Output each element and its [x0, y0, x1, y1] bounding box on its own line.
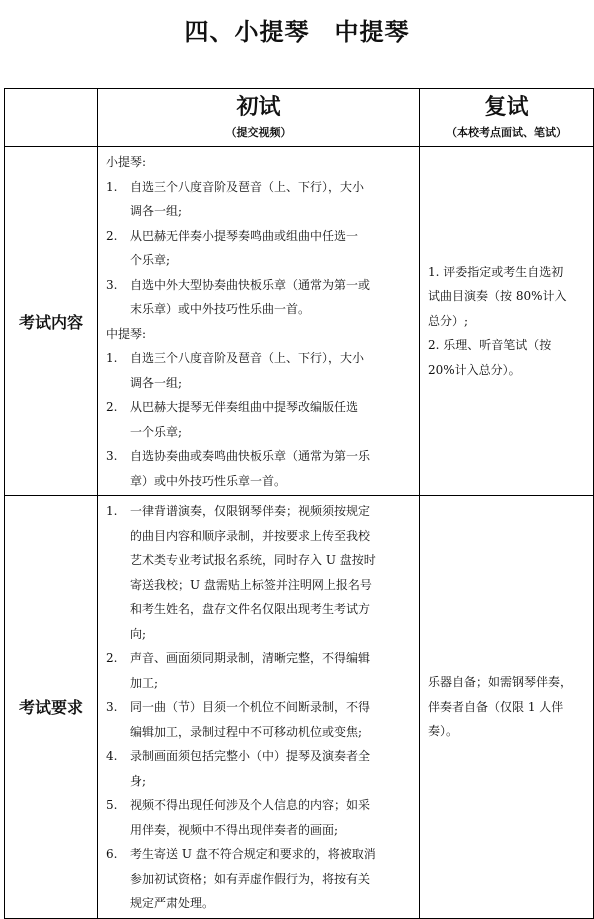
content-label: 考试内容 [18, 312, 83, 332]
item-number: 2. [106, 400, 118, 414]
list-item [106, 224, 413, 273]
list-item [106, 444, 413, 493]
item-number: 3. [106, 700, 118, 714]
item-text: 加工; [130, 675, 159, 690]
viola-heading: 中提琴: [106, 326, 147, 341]
page-title: 四、小提琴 中提琴 [184, 18, 410, 46]
item-text: 调各一组; [130, 204, 183, 218]
item-text: 艺术类专业考试报名系统，同时存入 U 盘按时 [130, 553, 376, 567]
list-item [106, 695, 413, 744]
item-number: 2. [106, 651, 118, 665]
retest-text: 总分）; [428, 313, 469, 328]
list-item [106, 346, 413, 395]
item-text: 从巴赫大提琴无伴奏组曲中提琴改编版任选 [130, 400, 359, 414]
item-text: 声音、画面须同期录制，清晰完整，不得编辑 [130, 651, 371, 665]
item-number: 4. [106, 749, 118, 763]
list-item [106, 744, 413, 793]
item-text: 末乐章）或中外技巧性乐曲一首。 [130, 302, 311, 316]
item-text: 个乐章; [130, 253, 171, 267]
content-row [5, 147, 594, 496]
item-text: 自选三个八度音阶及琶音（上、下行），大小 [130, 179, 365, 194]
item-text: 的曲目内容和顺序录制，并按要求上传至我校 [130, 528, 371, 543]
item-number: 1. [106, 179, 118, 194]
content-label-cell [5, 147, 98, 496]
item-text: 参加初试资格；如有弄虚作假行为，将按有关 [130, 871, 371, 886]
item-text: 一律背谱演奏，仅限钢琴伴奏；视频须按规定 [130, 504, 371, 518]
item-number: 1. [106, 351, 118, 365]
requirements-retest-cell [420, 496, 594, 919]
item-number: 2. [106, 228, 118, 243]
requirements-label: 考试要求 [18, 698, 83, 718]
item-text: 向; [130, 626, 147, 641]
item-text: 编辑加工，录制过程中不可移动机位或变焦; [130, 724, 363, 739]
retest-text: 伴奏者自备（仅限 1 人伴 [428, 699, 564, 714]
item-number: 1. [106, 504, 118, 518]
header-preliminary-subtitle: （提交视频） [225, 126, 292, 139]
item-number: 5. [106, 798, 118, 812]
item-number: 6. [106, 847, 118, 861]
content-retest-cell [420, 147, 594, 496]
requirements-preliminary-cell [98, 496, 420, 919]
header-retest-subtitle: （本校考点面试、笔试） [446, 126, 567, 139]
item-text: 规定严肃处理。 [130, 896, 215, 910]
item-text: 自选三个八度音阶及琶音（上、下行），大小 [130, 351, 365, 365]
item-text: 同一曲（节）目须一个机位不间断录制，不得 [130, 700, 371, 714]
item-text: 录制画面须包括完整小（中）提琴及演奏者全 [130, 749, 371, 763]
list-item [106, 646, 413, 695]
header-retest [420, 89, 594, 147]
item-text: 视频不得出现任何涉及个人信息的内容；如采 [130, 798, 371, 812]
item-number: 3. [106, 277, 118, 292]
list-item [106, 842, 413, 916]
item-text: 自选中外大型协奏曲快板乐章（通常为第一或 [130, 277, 371, 292]
item-number: 3. [106, 449, 118, 463]
item-text: 用伴奏，视频中不得出现伴奏者的画面; [130, 822, 339, 837]
retest-text: 20%计入总分）。 [428, 362, 521, 377]
list-item [106, 273, 413, 322]
list-item [106, 499, 413, 646]
list-item [106, 395, 413, 444]
item-text: 和考生姓名，盘存文件名仅限出现考生考试方 [130, 602, 371, 616]
retest-text: 乐器自备；如需钢琴伴奏， [428, 675, 573, 689]
header-row [5, 89, 594, 147]
list-item [106, 793, 413, 842]
retest-text: 奏）。 [428, 724, 459, 738]
exam-table [4, 88, 594, 919]
item-text: 调各一组; [130, 375, 183, 390]
content-preliminary-cell [98, 147, 420, 496]
item-text: 章）或中外技巧性乐章一首。 [130, 473, 287, 488]
requirements-label-cell [5, 496, 98, 919]
item-text: 一个乐章; [130, 424, 183, 439]
item-text: 身; [130, 773, 147, 788]
header-retest-title: 复试 [484, 95, 529, 120]
retest-text: 2. 乐理、听音笔试（按 [428, 338, 552, 353]
requirements-row [5, 496, 594, 919]
list-item [106, 175, 413, 224]
retest-text: 1. 评委指定或考生自选初 [428, 264, 564, 279]
item-text: 考生寄送 U 盘不符合规定和要求的，将被取消 [130, 847, 376, 861]
item-text: 寄送我校；U 盘需贴上标签并注明网上报名号 [130, 577, 372, 592]
violin-heading: 小提琴: [106, 155, 147, 169]
corner-cell [5, 89, 98, 147]
header-preliminary [98, 89, 420, 147]
item-text: 自选协奏曲或奏鸣曲快板乐章（通常为第一乐 [130, 449, 371, 463]
header-preliminary-title: 初试 [236, 95, 281, 120]
item-text: 从巴赫无伴奏小提琴奏鸣曲或组曲中任选一 [130, 228, 359, 243]
retest-text: 试曲目演奏（按 80%计入 [428, 289, 567, 304]
